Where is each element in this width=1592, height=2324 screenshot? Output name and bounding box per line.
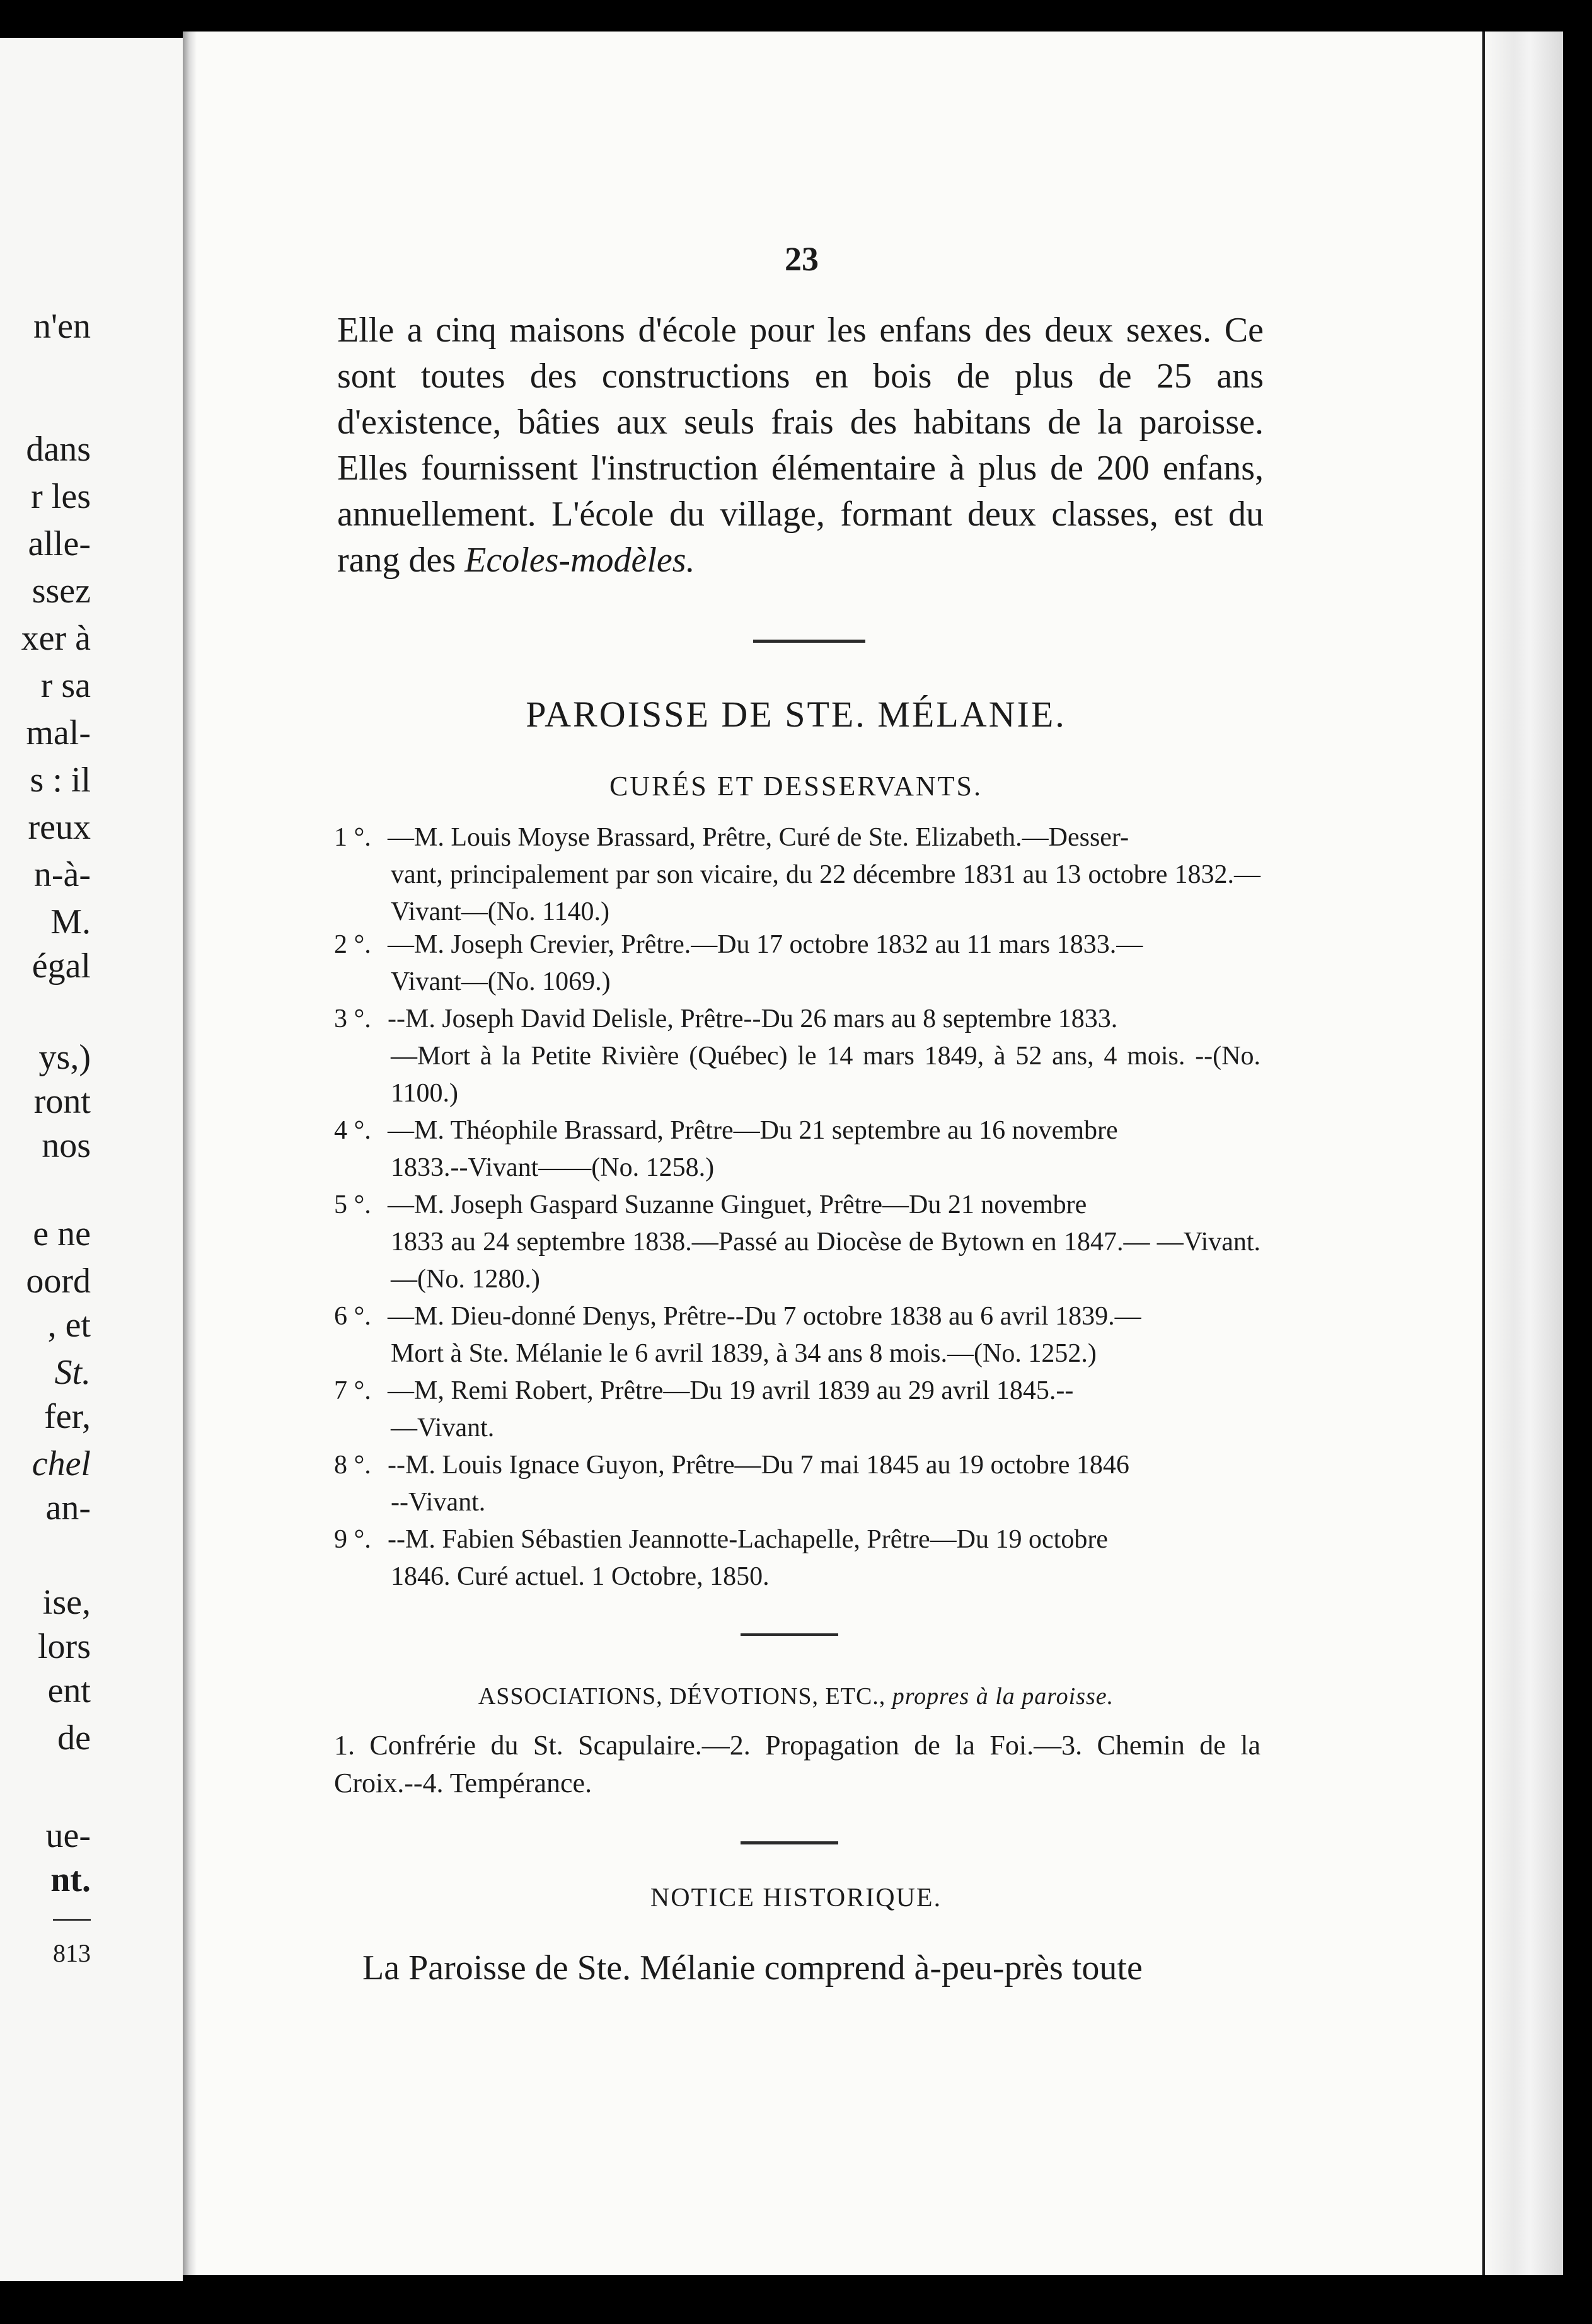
entry-continuation: Vivant—(No. 1069.) xyxy=(391,967,611,996)
left-fragment: , et xyxy=(47,1306,91,1345)
associations-heading-italic: propres à la paroisse. xyxy=(892,1683,1114,1710)
entry-number: 9 °. xyxy=(334,1525,371,1554)
left-fragment: lors xyxy=(38,1627,91,1666)
left-fragment: M. xyxy=(50,902,91,941)
cure-entry xyxy=(334,926,1260,1001)
associations-heading-text: ASSOCIATIONS, DÉVOTIONS, ETC., xyxy=(478,1683,886,1710)
left-fragment: r les xyxy=(31,477,91,516)
section-title: PAROISSE DE STE. MÉLANIE. xyxy=(526,694,1066,735)
entry-number: 2 °. xyxy=(334,930,371,959)
page-number: 23 xyxy=(785,240,819,278)
previous-page-edge xyxy=(0,38,183,2281)
entry-continuation: vant, principalement par son vicaire, du 22 décembre 1831 au 13 octobre 1832.—Vivant—(No. 1140.) xyxy=(391,860,1260,926)
section-subtitle: CURÉS ET DESSERVANTS. xyxy=(609,771,983,802)
entry-first-line: --M. Fabien Sébastien Jeannotte-Lachapelle, Prêtre—Du 19 octobre xyxy=(388,1525,1108,1554)
entry-number: 8 °. xyxy=(334,1451,371,1480)
left-fragment: ue- xyxy=(45,1816,91,1855)
entry-number: 1 °. xyxy=(334,823,371,852)
cure-entry xyxy=(334,1112,1260,1187)
left-rule xyxy=(53,1919,91,1921)
left-fragment: alle- xyxy=(28,524,91,563)
entry-continuation: 1846. Curé actuel. 1 Octobre, 1850. xyxy=(391,1562,770,1591)
cure-entry xyxy=(334,1001,1260,1112)
entry-number: 5 °. xyxy=(334,1190,371,1219)
entry-continuation: —Mort à la Petite Rivière (Québec) le 14 mars 1849, à 52 ans, 4 mois. --(No. 1100.) xyxy=(391,1042,1260,1108)
left-fragment: s : il xyxy=(30,761,91,800)
left-fragment: ront xyxy=(33,1082,91,1121)
left-fragment: an- xyxy=(45,1488,91,1527)
entry-first-line: --M. Joseph David Delisle, Prêtre--Du 26 mars au 8 septembre 1833. xyxy=(388,1004,1118,1033)
entry-continuation: 1833 au 24 septembre 1838.—Passé au Diocèse de Bytown en 1847.— —Vivant.—(No. 1280.) xyxy=(391,1228,1260,1294)
left-fragment: fer, xyxy=(44,1397,91,1436)
notice-text: La Paroisse de Ste. Mélanie comprend à-peu-près toute xyxy=(362,1948,1143,1987)
section-divider xyxy=(741,1841,838,1844)
left-fragment: St. xyxy=(54,1353,91,1392)
entry-first-line: —M, Remi Robert, Prêtre—Du 19 avril 1839 au 29 avril 1845.-- xyxy=(388,1376,1074,1405)
left-fragment: ssez xyxy=(32,572,91,611)
page-edge-line xyxy=(1482,32,1485,2275)
entry-first-line: —M. Dieu-donné Denys, Prêtre--Du 7 octobre 1838 au 6 avril 1839.— xyxy=(388,1302,1141,1331)
entry-continuation: 1833.--Vivant——(No. 1258.) xyxy=(391,1153,715,1182)
page-gutter xyxy=(183,32,197,2275)
section-divider xyxy=(753,640,865,643)
cure-entry xyxy=(334,1298,1260,1372)
entry-continuation: Mort à Ste. Mélanie le 6 avril 1839, à 34 ans 8 mois.—(No. 1252.) xyxy=(391,1339,1097,1368)
cure-entry xyxy=(334,1187,1260,1298)
associations-text: 1. Confrérie du St. Scapulaire.—2. Propagation de la Foi.—3. Chemin de la Croix.--4. Tempérance. xyxy=(334,1730,1260,1798)
intro-italic: Ecoles-modèles. xyxy=(464,541,695,580)
left-fragment: r sa xyxy=(40,666,91,705)
left-fragment: de xyxy=(57,1718,91,1757)
left-fragment: mal- xyxy=(26,713,91,752)
cure-entry xyxy=(334,1521,1260,1596)
left-fragment: chel xyxy=(32,1444,91,1483)
entry-first-line: —M. Joseph Crevier, Prêtre.—Du 17 octobre 1832 au 11 mars 1833.— xyxy=(388,930,1143,959)
left-fragment: nt. xyxy=(50,1860,91,1899)
entry-number: 6 °. xyxy=(334,1302,371,1331)
left-fragment: oord xyxy=(26,1262,91,1301)
associations-heading xyxy=(0,1683,1592,1710)
page-right-edge xyxy=(1481,32,1563,2275)
entry-continuation: —Vivant. xyxy=(391,1413,495,1442)
entry-number: 3 °. xyxy=(334,1004,371,1033)
left-fragment: ys,) xyxy=(38,1038,91,1077)
left-fragment: e ne xyxy=(33,1214,91,1253)
left-fragment: dans xyxy=(26,430,91,469)
intro-text: Elle a cinq maisons d'école pour les enfans des deux sexes. Ce sont toutes des constructions en bois de plus de 25 ans d'existence, bâties aux seuls frais des habitans de la paroisse. Elles fournissent l'instruction élémentaire à plus de 200 enfans, annuellement. L'école du village, formant deux classes, est du rang des xyxy=(337,311,1264,580)
notice-heading: NOTICE HISTORIQUE. xyxy=(650,1884,942,1913)
entry-first-line: —M. Théophile Brassard, Prêtre—Du 21 septembre au 16 novembre xyxy=(388,1116,1118,1145)
section-divider xyxy=(741,1633,838,1636)
left-fragment: n'en xyxy=(33,307,91,346)
entry-first-line: —M. Joseph Gaspard Suzanne Ginguet, Prêtre—Du 21 novembre xyxy=(388,1190,1087,1219)
left-fragment: ise, xyxy=(42,1583,91,1622)
left-fragment: xer à xyxy=(21,619,91,658)
entry-first-line: —M. Louis Moyse Brassard, Prêtre, Curé de Ste. Elizabeth.—Desser- xyxy=(388,823,1129,852)
intro-paragraph xyxy=(337,308,1264,584)
left-fragment: reux xyxy=(28,808,91,847)
cure-entry xyxy=(334,1372,1260,1447)
left-fragment: égal xyxy=(32,946,91,986)
cure-entry xyxy=(334,1447,1260,1521)
left-fragment: 813 xyxy=(53,1939,91,1967)
left-fragment: nos xyxy=(42,1126,91,1165)
entry-first-line: --M. Louis Ignace Guyon, Prêtre—Du 7 mai 1845 au 19 octobre 1846 xyxy=(388,1451,1129,1480)
entry-continuation: --Vivant. xyxy=(391,1488,486,1517)
left-fragment: ent xyxy=(47,1671,91,1710)
cure-entry xyxy=(334,819,1260,931)
left-fragment: n-à- xyxy=(33,855,91,894)
entry-number: 7 °. xyxy=(334,1376,371,1405)
entry-number: 4 °. xyxy=(334,1116,371,1145)
